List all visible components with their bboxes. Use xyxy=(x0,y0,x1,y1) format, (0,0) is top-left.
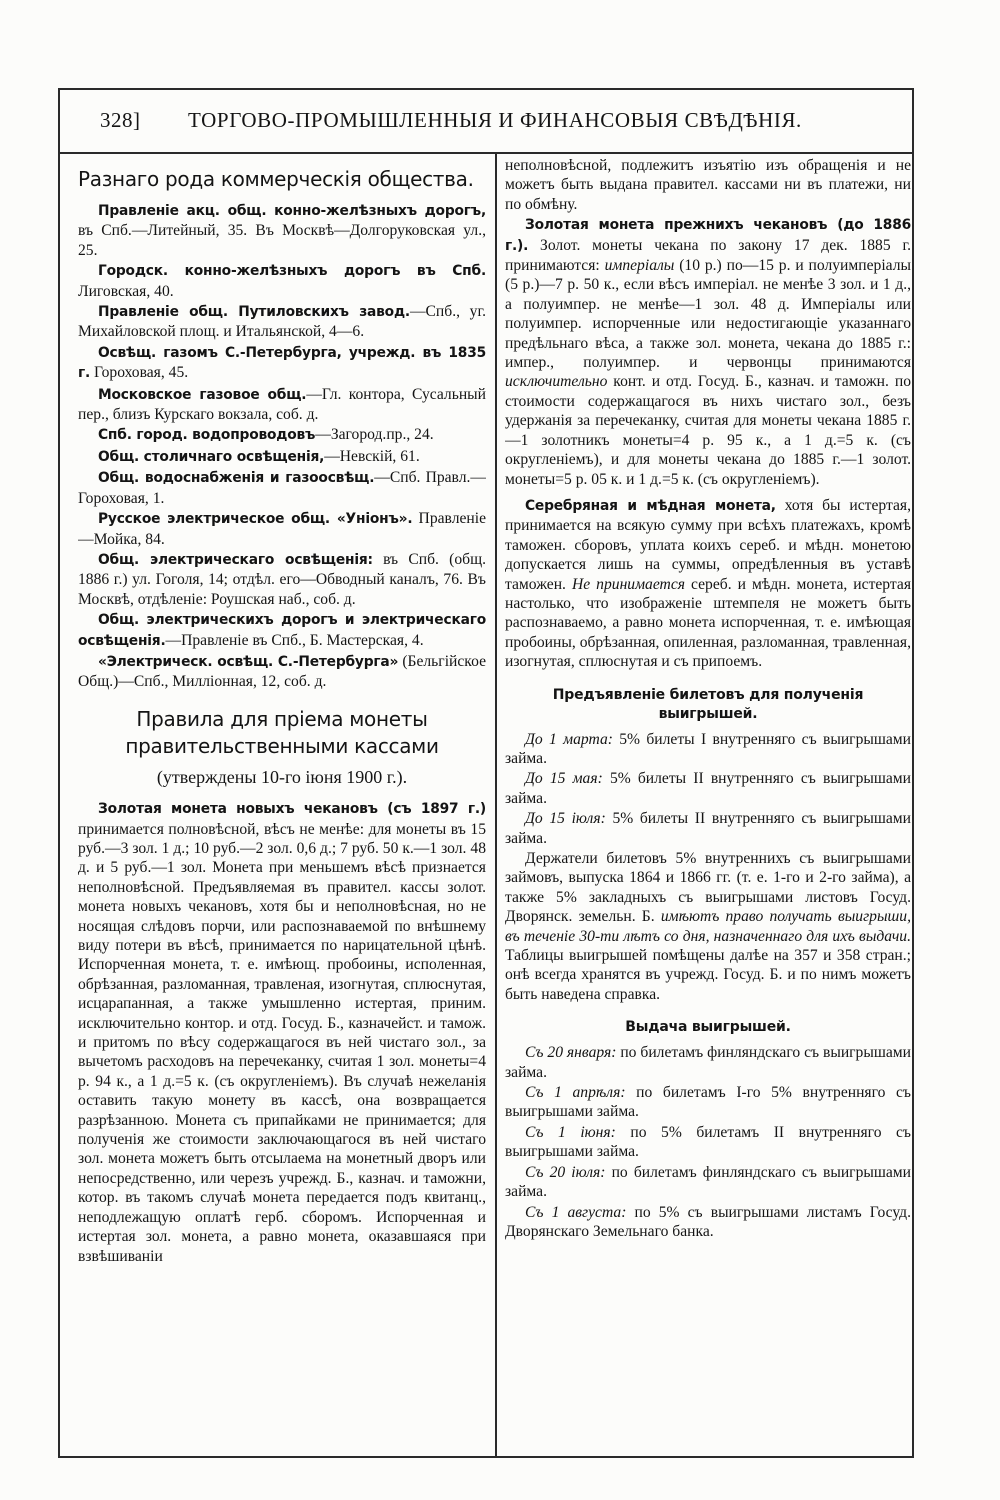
gold-old-text-b: (10 р.) по—15 р. и полуимперіалы (5 р.)—7 р. 50 к., если вѣсъ имперіал. не менѣе 3 зол. и 1 д., а полуимпер. не менѣе—1 зол. 48 д. Имперіалы или полуимпер. испорченные или недостигающіе указаннаго предѣльнаго вѣса, а также зол. монета, чекана до 1885 г.: импер., полуимпер. и червонцы принимаются xyxy=(505,257,911,372)
column-divider xyxy=(495,154,497,1458)
entry-text: —Гл. контора, Сусальный пер., близъ Курскаго вокзала, соб. д. xyxy=(78,385,486,424)
payout-date: Съ 1 іюня: xyxy=(525,1123,616,1141)
payout-text: по билетамъ I-го 5% внутренняго съ выигрышами займа. xyxy=(505,1084,911,1121)
holders-paragraph xyxy=(505,849,911,1004)
entry-head: Правленіе акц. общ. конно-желѣзныхъ дорогъ, xyxy=(98,203,486,219)
holders-text-b: Таблицы выигрышей помѣщены далѣе на 357 и 358 стран.; онѣ всегда хранятся въ учрежд. Госуд. Б. и по нимъ можетъ быть наведена справка. xyxy=(505,947,911,1003)
payout-section-title: Выдача выигрышей. xyxy=(625,1019,791,1036)
entry-head: Освѣщ. газомъ С.-Петербурга, учрежд. въ 1835 г. xyxy=(78,344,486,382)
entry-text: (Бельгійское Общ.)—Спб., Милліонная, 12, соб. д. xyxy=(78,652,486,691)
ticket-date: До 15 мая: xyxy=(525,770,603,788)
payout-item xyxy=(505,1203,911,1242)
holders-emphasis: имѣютъ право получать выигрыши, въ теченіе 30-ти лѣтъ со дня, назначеннаго для ихъ выдачи. xyxy=(505,908,911,945)
silver-emphasis: Не принимается xyxy=(571,575,685,593)
payout-date: Съ 20 іюля: xyxy=(525,1163,606,1181)
gold-new-paragraph xyxy=(78,799,486,1266)
ticket-text: 5% билеты II внутренняго съ выигрышами займа. xyxy=(505,810,911,847)
page-number: 328] xyxy=(100,108,141,132)
payout-item xyxy=(505,1043,911,1082)
tickets-section-title: Предъявленіе билетовъ для полученія выигрышей. xyxy=(552,686,864,722)
entry xyxy=(78,550,486,609)
payout-text: по билетамъ финляндскаго съ выигрышами займа. xyxy=(505,1044,911,1081)
entry xyxy=(78,201,486,260)
entry-head: Русское электрическое общ. «Уніонъ». xyxy=(98,511,413,528)
page-frame xyxy=(58,88,914,1458)
gold-old-text-c: конт. и отд. Госуд. Б., казнач. и таможн. по стоимости содержащагося въ нихъ чистаго зол., безъ удержанія за перечеканку, считая для монеты чекана 1885 г.—1 золотникъ монеты=4 р. 95 к., а 1 д.=5 к. (съ округленіемъ), и для монеты чекана до 1885 г.—1 золот. монеты=5 р. 05 к. и 1 д.=5 к. (съ округленіемъ). xyxy=(505,373,911,488)
entry-text: въ Спб.—Литейный, 35. Въ Москвѣ—Долгоруковская ул., 25. xyxy=(78,222,486,259)
payout-item xyxy=(505,1123,911,1162)
entry xyxy=(78,343,486,384)
entry-text: —Невскій, 61. xyxy=(324,447,420,465)
entry xyxy=(78,302,486,342)
entry-head: Общ. электрическаго освѣщенія: xyxy=(98,551,373,568)
page-header xyxy=(60,90,912,154)
entry-text: въ Спб. (общ. 1886 г.) ул. Гоголя, 14; отдѣл. его—Обводный каналъ, 76. Въ Москвѣ, отдѣленіе: Роушская наб., соб. д. xyxy=(78,550,486,608)
continued-paragraph: неполновѣсной, подлежитъ изъятію изъ обращенія и не можетъ быть выдана правител. кассами ни въ платежи, ни по обмѣну. xyxy=(505,157,911,213)
silver-paragraph xyxy=(505,496,911,672)
ticket-date: До 1 марта: xyxy=(525,730,613,748)
payout-text: по 5% съ выигрышами листамъ Госуд. Дворянскаго Земельнаго банка. xyxy=(505,1203,911,1240)
ticket-date: До 15 іюля: xyxy=(525,810,606,828)
entry xyxy=(78,509,486,549)
section-title-coin-rules: Правила для пріема монеты правительственными кассами xyxy=(125,706,439,758)
entry-head: Общ. электрическихъ дорогъ и электрическаго освѣщенія. xyxy=(78,612,486,649)
entry-text: Правленіе—Мойка, 84. xyxy=(78,510,486,548)
entry-text: Гороховая, 45. xyxy=(90,364,189,382)
gold-old-emphasis-imperials: имперіалы xyxy=(604,257,675,275)
entry xyxy=(78,385,486,425)
ticket-item xyxy=(505,769,911,808)
entry-head: Московское газовое общ. xyxy=(98,386,307,403)
gold-new-text: принимается полновѣсной, вѣсъ не менѣе: для монеты въ 15 руб.—3 зол. 1 д.; 10 руб.—2 зол. 0,6 д.; 7 руб. 50 к.—1 зол. 48 д. и 5 руб.—1 зол. Монета при меньшемъ вѣсѣ признается неполновѣсной. Предъявляемая въ правител. кассы золот. монета новыхъ чекановъ, хотя бы и неполновѣсная, но не носящая слѣдовъ порчи, или распознаваемой по внѣшнему виду потери въ вѣсѣ, принимается по нарицательной цѣнѣ. Испорченная монета, т. е. имѣющ. пробоины, исполенная, обрѣзанная, разломанная, травленая, изогнутая, сплюснутая, исцарапанная, а также умышленно истертая, приним. исключительно контор. и отд. Госуд. Б., казначейст. и тамож. и притомъ по вѣсу содержащагося въ ней чистаго зол., за вычетомъ расходовъ на перечеканку, считая 1 зол. монеты=4 р. 94 к., а 1 д.=5 к. (съ округленіемъ). Въ случаѣ нежеланія оставить такую монету въ кассѣ, она возвращается разрѣзанною. Монета съ припайками не принимается; для полученія же стоимости заключающагося въ ней чистаго зол. монета можетъ быть отсылаема на монетный дворъ или непосредственно, или черезъ учрежд. Б., казнач. и таможни, котор. въ такомъ случаѣ монета передается подъ квитанц., неподлежащую оплатѣ герб. сборомъ. Испорченная и истертая зол. монета, а равно монета, оказавшаяся при взвѣшиваніи xyxy=(78,820,486,1265)
payout-date: Съ 20 января: xyxy=(525,1044,617,1062)
holders-text-a: Держатели билетовъ 5% внутреннихъ съ выигрышами займовъ, выпуска 1864 и 1866 гг. (т. е. 1-го и 2-го займа), а также 5% закладныхъ съ выигрышами листовъ Госуд. Дворянск. земельн. Б. xyxy=(505,850,911,926)
entry xyxy=(78,652,486,692)
entry-head: Общ. столичнаго освѣщенія, xyxy=(98,448,325,465)
ticket-text: 5% билеты I внутренняго съ выигрышами займа. xyxy=(505,730,911,767)
entry xyxy=(78,425,486,445)
entry-text: —Спб. Правл.—Гороховая, 1. xyxy=(78,469,486,507)
payout-date: Съ 1 августа: xyxy=(525,1203,627,1221)
entry-text: Лиговская, 40. xyxy=(78,282,174,300)
entry-head: Городск. конно-желѣзныхъ дорогъ въ Спб. xyxy=(98,263,486,280)
silver-head: Серебряная и мѣдная монета, xyxy=(525,497,776,514)
section-subtitle-approved: (утверждены 10-го іюня 1900 г.). xyxy=(156,766,408,787)
left-column xyxy=(78,156,486,1446)
silver-text-b: сереб. и мѣдн. монета, истертая настолько, что изображеніе штемпеля не можетъ быть распознаваемо, а равно монета испорченная, т. е. имѣющая пробоины, обрѣзанная, опиленная, разломанная, травленная, изогнутая, сплюснутая и съ припоемъ. xyxy=(505,575,911,671)
entry-text: —Спб., уг. Михайловской площ. и Итальянской, 4—6. xyxy=(78,303,486,341)
entry-head: «Электрическ. освѣщ. С.-Петербурга» xyxy=(98,653,399,670)
entry xyxy=(78,468,486,508)
silver-text-a: хотя бы истертая, принимается на всякую сумму при всѣхъ платежахъ, кромѣ таможен. сборовъ, уплата коихъ сереб. и мѣдн. монетою допускается лишь на суммы, опредѣленныя въ уставѣ таможен. xyxy=(505,496,911,593)
right-column xyxy=(505,156,911,1446)
ticket-item xyxy=(505,809,911,848)
payout-item xyxy=(505,1083,911,1122)
entry xyxy=(78,447,486,467)
gold-old-paragraph xyxy=(505,215,911,489)
section-title-commercial-societies: Разнаго рода коммерческія общества. xyxy=(78,167,474,191)
entry xyxy=(78,610,486,651)
gold-new-head: Золотая монета новыхъ чекановъ (съ 1897 г.) xyxy=(98,801,486,818)
ticket-item xyxy=(505,730,911,769)
gold-old-head: Золотая монета прежнихъ чекановъ (до 1886 г.). xyxy=(505,217,911,254)
entry xyxy=(78,261,486,301)
entry-text: —Правленіе въ Спб., Б. Мастерская, 4. xyxy=(165,631,424,649)
gold-old-emphasis-exclusively: исключительно xyxy=(505,373,608,391)
entry-head: Общ. водоснабженія и газоосвѣщ. xyxy=(98,470,375,487)
entry-text: —Загород.пр., 24. xyxy=(315,426,434,444)
payout-text: по 5% билетамъ II внутренняго съ выигрышами займа. xyxy=(505,1123,911,1161)
payout-text: по билетамъ финляндскаго съ выигрышами займа. xyxy=(505,1163,911,1201)
entry-head: Спб. город. водопроводовъ xyxy=(98,427,316,444)
payout-item xyxy=(505,1163,911,1202)
payout-date: Съ 1 апрѣля: xyxy=(525,1084,626,1102)
gold-old-text-a: Золот. монеты чекана по закону 17 дек. 1885 г. принимаются: xyxy=(505,236,911,275)
running-title: ТОРГОВО-ПРОМЫШЛЕННЫЯ И ФИНАНСОВЫЯ СВѢДѢНIЯ. xyxy=(188,108,802,132)
entry-head: Правленіе общ. Путиловскихъ завод. xyxy=(98,304,410,321)
ticket-text: 5% билеты II внутренняго съ выигрышами займа. xyxy=(505,770,911,807)
